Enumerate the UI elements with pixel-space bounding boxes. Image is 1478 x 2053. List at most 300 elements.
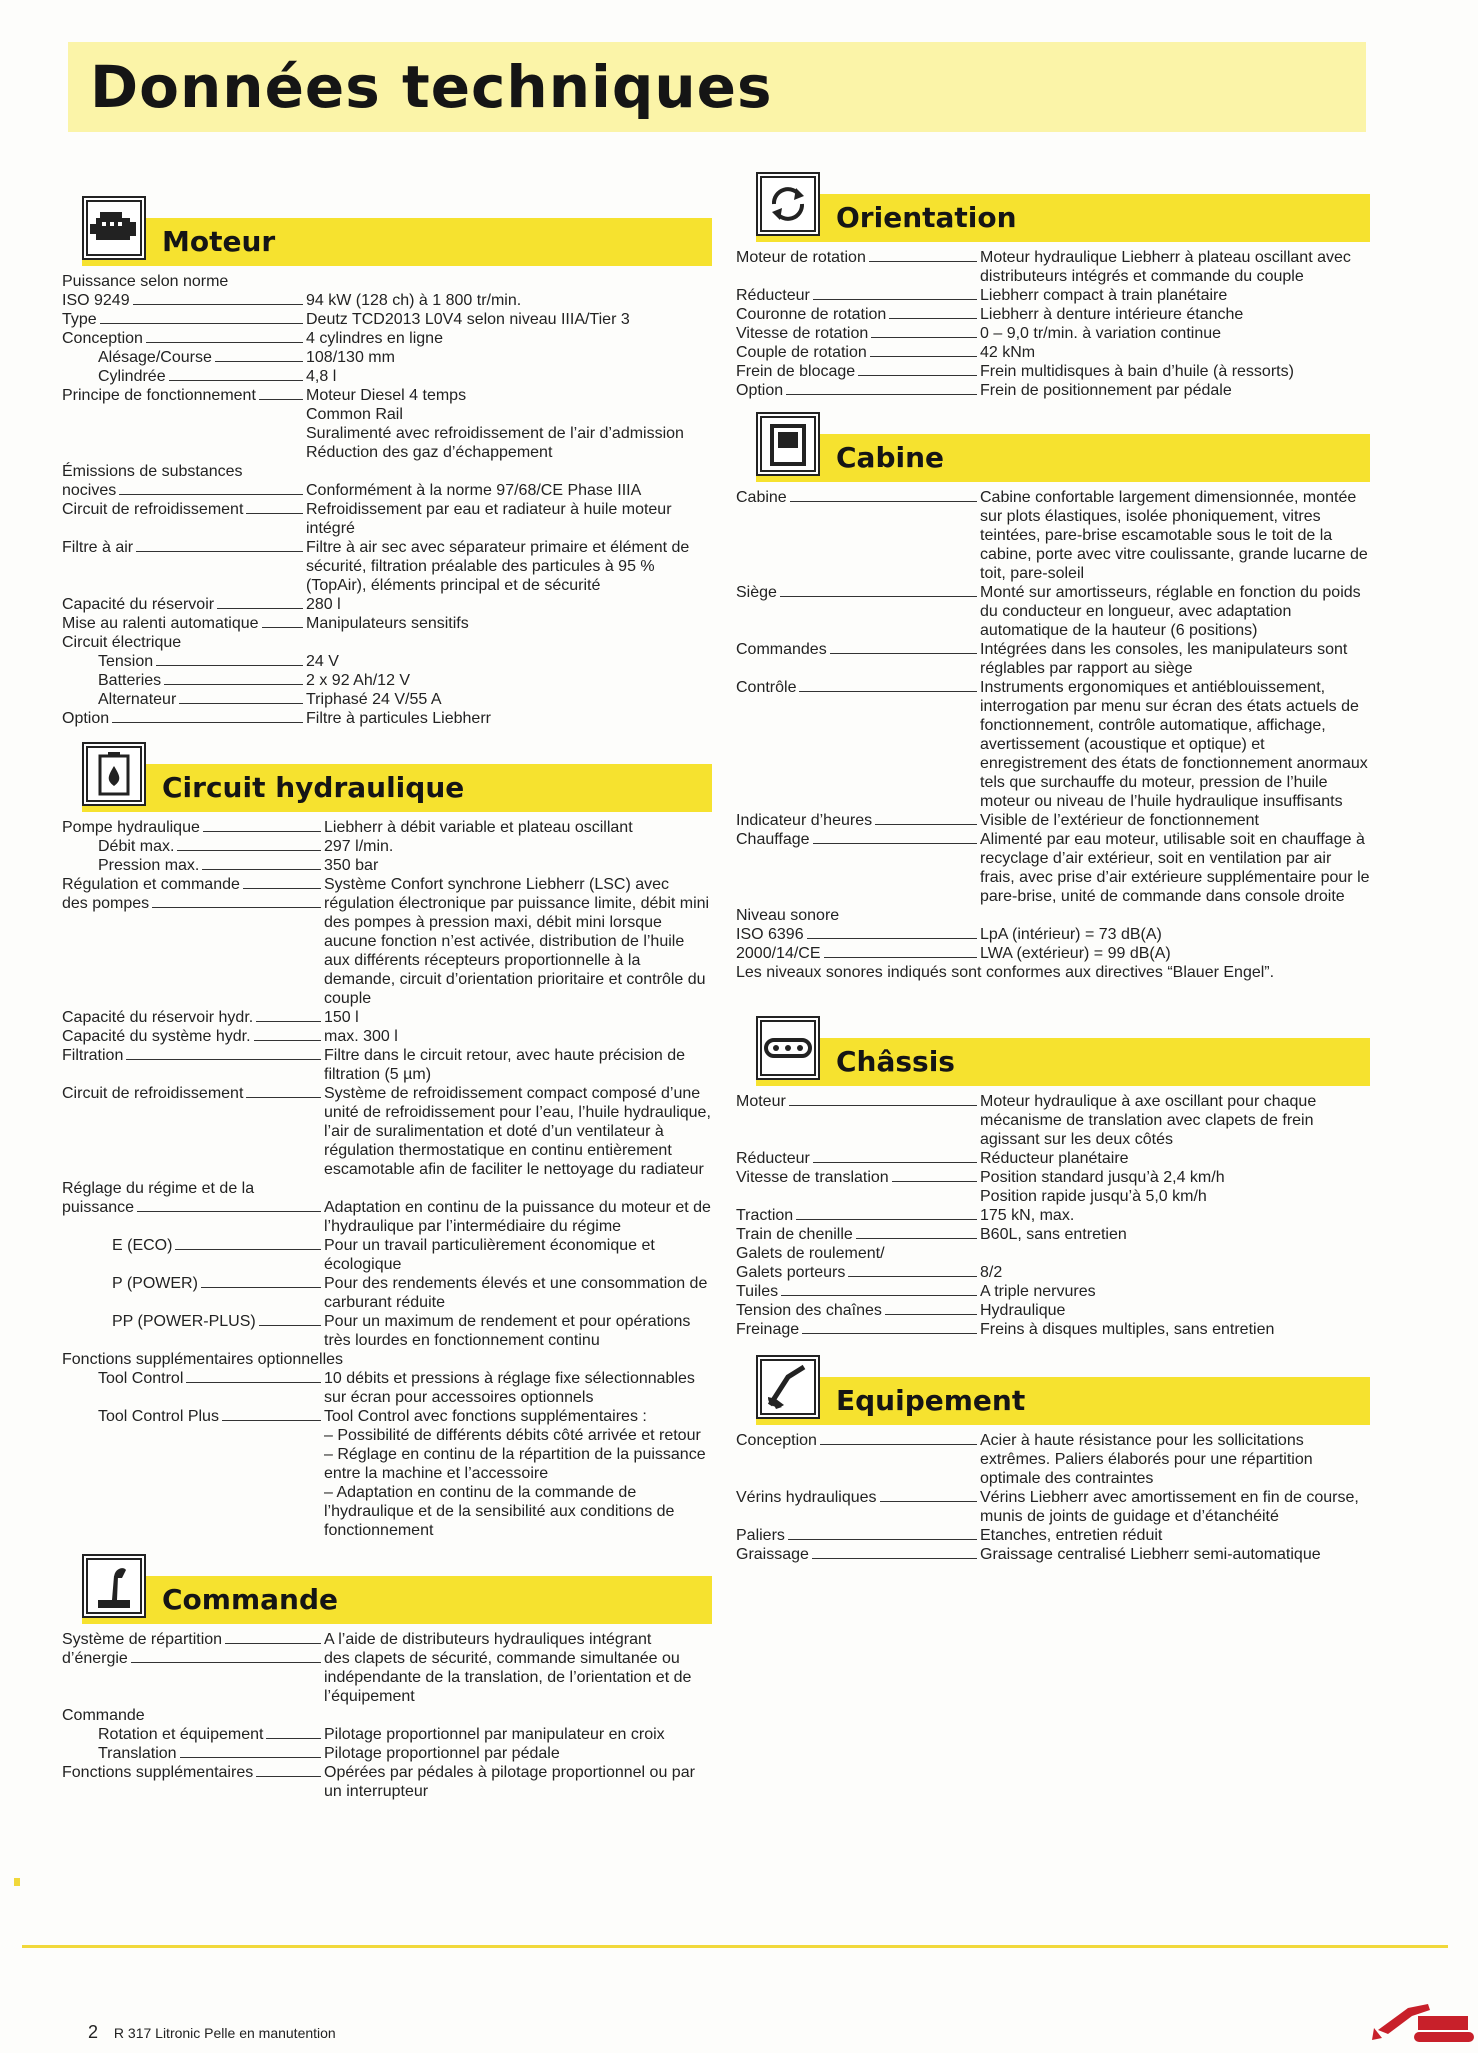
spec-row xyxy=(62,329,712,348)
track-chain-icon xyxy=(756,1016,820,1080)
spec-label xyxy=(736,944,980,963)
spec-label xyxy=(736,1244,980,1263)
spec-label-text: Freinage xyxy=(736,1321,800,1338)
spec-label-text: Principe de fonctionnement xyxy=(62,387,256,404)
leader-line xyxy=(177,849,321,851)
spec-row xyxy=(62,348,712,367)
spec-row xyxy=(736,583,1370,640)
spec-row xyxy=(736,305,1370,324)
spec-label xyxy=(62,1706,324,1725)
spec-label-text: 2000/14/CE xyxy=(736,945,821,962)
spec-value: Frein de positionnement par pédale xyxy=(980,382,1232,399)
leader-line xyxy=(796,1218,977,1220)
spec-row xyxy=(62,1179,712,1198)
section-cabine xyxy=(736,412,1370,982)
spec-value: Graissage centralisé Liebherr semi-automatique xyxy=(980,1546,1321,1563)
spec-label xyxy=(736,583,980,602)
spec-label-text: ISO 9249 xyxy=(62,292,130,309)
spec-value: max. 300 l xyxy=(324,1028,398,1045)
spec-row xyxy=(62,1198,712,1236)
spec-label xyxy=(62,291,306,310)
spec-label xyxy=(62,652,306,671)
spec-row xyxy=(62,1630,712,1649)
spec-value: B60L, sans entretien xyxy=(980,1226,1127,1243)
spec-label xyxy=(62,633,306,652)
footer-rule xyxy=(22,1945,1448,1948)
rotation-arrows-icon xyxy=(756,172,820,236)
spec-list xyxy=(62,818,712,1540)
leader-line xyxy=(225,1642,321,1644)
spec-label xyxy=(62,272,306,291)
spec-label xyxy=(62,709,306,728)
spec-value: 297 l/min. xyxy=(324,838,394,855)
spec-value: Pilotage proportionnel par pédale xyxy=(324,1745,560,1762)
section-title: Commande xyxy=(162,1583,338,1616)
right-column xyxy=(736,172,1370,1564)
spec-label-text: Train de chenille xyxy=(736,1226,853,1243)
spec-row xyxy=(62,1312,712,1350)
spec-label-text: Batteries xyxy=(98,672,162,689)
leader-line xyxy=(266,1737,321,1739)
spec-row xyxy=(736,1149,1370,1168)
leader-line xyxy=(146,341,303,343)
spec-value: A triple nervures xyxy=(980,1283,1096,1300)
spec-row xyxy=(62,1369,712,1407)
spec-value: Moteur Diesel 4 temps Common Rail Suralimenté avec refroidissement de l’air d’admission Réduction des gaz d’échappement xyxy=(306,387,684,461)
footer xyxy=(88,2022,336,2043)
section-header xyxy=(62,742,712,804)
spec-value: Liebherr compact à train planétaire xyxy=(980,287,1228,304)
spec-label-text: Tuiles xyxy=(736,1283,779,1300)
spec-label xyxy=(736,1206,980,1225)
spec-value: Refroidissement par eau et radiateur à huile moteur intégré xyxy=(306,501,672,537)
spec-label xyxy=(736,488,980,507)
spec-row xyxy=(736,1301,1370,1320)
spec-row xyxy=(62,291,712,310)
leader-line xyxy=(137,1210,321,1212)
spec-row xyxy=(736,906,1370,925)
spec-row xyxy=(62,690,712,709)
leader-line xyxy=(807,937,977,939)
spec-row xyxy=(62,500,712,538)
spec-label-text: Graissage xyxy=(736,1546,809,1563)
cab-icon xyxy=(756,412,820,476)
excavator-arm-icon xyxy=(756,1355,820,1419)
spec-label-text: Puissance selon norme xyxy=(62,273,229,290)
spec-label-text: PP (POWER-PLUS) xyxy=(112,1313,256,1330)
left-column xyxy=(62,196,712,1801)
section-commande xyxy=(62,1554,712,1801)
spec-value: Système de refroidissement compact composé d’une unité de refroidissement pour l’eau, l’huile hydraulique, l’air de suralimentation et doté d’un ventilateur à régulation thermostatique en continu entièrement escamotable afin de faciliter le nettoyage du radiateur xyxy=(324,1085,711,1178)
leader-line xyxy=(152,906,321,908)
spec-row xyxy=(62,1649,712,1706)
spec-label xyxy=(736,1320,980,1339)
spec-list xyxy=(736,1092,1370,1339)
spec-label xyxy=(62,1407,324,1426)
spec-row xyxy=(62,1763,712,1801)
spec-label xyxy=(736,1092,980,1111)
spec-value: 280 l xyxy=(306,596,341,613)
spec-value: des clapets de sécurité, commande simultanée ou indépendante de la translation, de l’orientation et de l’équipement xyxy=(324,1650,692,1705)
section-moteur xyxy=(62,196,712,728)
leader-line xyxy=(203,830,321,832)
spec-value: Opérées par pédales à pilotage proportionnel ou par un interrupteur xyxy=(324,1764,695,1800)
spec-row xyxy=(62,1350,712,1369)
spec-value: 175 kN, max. xyxy=(980,1207,1075,1224)
spec-value: LpA (intérieur) = 73 dB(A) xyxy=(980,926,1162,943)
spec-value: Deutz TCD2013 L0V4 selon niveau IIIA/Tier 3 xyxy=(306,311,630,328)
spec-row xyxy=(736,1263,1370,1282)
leader-line xyxy=(164,683,303,685)
spec-label xyxy=(62,1744,324,1763)
section-header xyxy=(736,1355,1370,1417)
spec-label xyxy=(62,481,306,500)
spec-label-text: Chauffage xyxy=(736,831,810,848)
spec-value: 350 bar xyxy=(324,857,379,874)
spec-row xyxy=(736,1320,1370,1339)
section-header xyxy=(62,1554,712,1616)
leader-line xyxy=(184,646,303,647)
spec-label-text: Émissions de substances xyxy=(62,463,243,480)
spec-label-text: Filtration xyxy=(62,1047,124,1064)
spec-label-text: Conception xyxy=(62,330,143,347)
spec-row xyxy=(62,310,712,329)
leader-line xyxy=(885,1313,977,1315)
spec-row xyxy=(736,362,1370,381)
spec-label xyxy=(62,1179,324,1198)
spec-label xyxy=(736,1263,980,1282)
spec-label-text: Traction xyxy=(736,1207,794,1224)
leader-line xyxy=(780,595,977,597)
spec-value: 150 l xyxy=(324,1009,359,1026)
spec-label xyxy=(736,1282,980,1301)
spec-label-text: P (POWER) xyxy=(112,1275,198,1292)
spec-row xyxy=(62,1274,712,1312)
spec-row xyxy=(62,1236,712,1274)
spec-label-text: Contrôle xyxy=(736,679,797,696)
page-title-banner xyxy=(68,42,1366,132)
spec-label xyxy=(736,811,980,830)
spec-label xyxy=(62,894,324,913)
spec-row xyxy=(736,925,1370,944)
leader-line xyxy=(257,1192,321,1193)
spec-list xyxy=(736,248,1370,400)
section-title: Cabine xyxy=(836,441,945,474)
leader-line xyxy=(119,493,303,495)
spec-label-text: Option xyxy=(736,382,784,399)
spec-label xyxy=(736,1149,980,1168)
spec-label xyxy=(736,1545,980,1564)
spec-row xyxy=(62,1008,712,1027)
spec-row xyxy=(736,381,1370,400)
spec-row xyxy=(62,894,712,1008)
spec-label-text: E (ECO) xyxy=(112,1237,173,1254)
spec-row xyxy=(62,538,712,595)
spec-value: 4 cylindres en ligne xyxy=(306,330,443,347)
spec-row xyxy=(62,856,712,875)
spec-label-text: Pression max. xyxy=(98,857,200,874)
spec-value: Triphasé 24 V/55 A xyxy=(306,691,442,708)
spec-value: Acier à haute résistance pour les sollicitations extrêmes. Paliers élaborés pour une répartition optimale des contraintes xyxy=(980,1432,1313,1487)
leader-line xyxy=(215,360,303,362)
spec-label-text: des pompes xyxy=(62,895,150,912)
spec-label xyxy=(62,1725,324,1744)
leader-line xyxy=(889,317,977,319)
leader-line xyxy=(256,1020,321,1022)
spec-label xyxy=(62,367,306,386)
leader-line xyxy=(148,1719,321,1720)
spec-label-text: Galets de roulement/ xyxy=(736,1245,885,1262)
spec-value: Filtre à particules Liebherr xyxy=(306,710,491,727)
spec-label xyxy=(62,1274,324,1293)
spec-value: Réducteur planétaire xyxy=(980,1150,1129,1167)
spec-label xyxy=(736,324,980,343)
spec-row xyxy=(62,875,712,894)
spec-label-text: Siège xyxy=(736,584,777,601)
spec-value: Filtre à air sec avec séparateur primaire et élément de sécurité, filtration préalable des particules à 95 % (TopAir), éléments principal et de sécurité xyxy=(306,539,690,594)
spec-row xyxy=(736,1168,1370,1206)
spec-row xyxy=(736,1488,1370,1526)
spec-row xyxy=(736,811,1370,830)
section-header xyxy=(736,1016,1370,1078)
spec-label-text: d’énergie xyxy=(62,1650,128,1667)
spec-label-text: Réducteur xyxy=(736,287,810,304)
spec-label xyxy=(62,671,306,690)
spec-label-text: Tension xyxy=(98,653,154,670)
spec-label xyxy=(62,329,306,348)
spec-row xyxy=(62,671,712,690)
spec-row xyxy=(736,1545,1370,1564)
spec-row xyxy=(62,595,712,614)
edge-mark xyxy=(14,1878,20,1886)
spec-label xyxy=(736,906,980,925)
leader-line xyxy=(830,652,977,654)
spec-label xyxy=(62,1046,324,1065)
spec-row xyxy=(736,324,1370,343)
spec-label-text: Translation xyxy=(98,1745,177,1762)
spec-list xyxy=(736,488,1370,963)
spec-label-text: Moteur de rotation xyxy=(736,249,866,266)
spec-label xyxy=(62,348,306,367)
spec-label xyxy=(62,310,306,329)
spec-value: A l’aide de distributeurs hydrauliques intégrant xyxy=(324,1631,652,1648)
spec-row xyxy=(62,818,712,837)
spec-value: Freins à disques multiples, sans entretien xyxy=(980,1321,1275,1338)
spec-row xyxy=(62,614,712,633)
leader-line xyxy=(136,550,303,552)
page-number: 2 xyxy=(88,2022,99,2042)
spec-label xyxy=(62,1027,324,1046)
leader-line xyxy=(231,285,303,286)
spec-label xyxy=(736,1431,980,1450)
spec-label xyxy=(736,1301,980,1320)
spec-row xyxy=(62,837,712,856)
spec-value: Position standard jusqu’à 2,4 km/h Position rapide jusqu’à 5,0 km/h xyxy=(980,1169,1225,1205)
spec-row xyxy=(736,640,1370,678)
spec-label xyxy=(736,925,980,944)
spec-label xyxy=(62,1369,324,1388)
leader-line xyxy=(820,1443,977,1445)
leader-line xyxy=(858,374,977,376)
spec-row xyxy=(736,286,1370,305)
spec-value: 2 x 92 Ah/12 V xyxy=(306,672,411,689)
section-title: Equipement xyxy=(836,1384,1026,1417)
spec-label-text: Indicateur d’heures xyxy=(736,812,873,829)
spec-row xyxy=(736,944,1370,963)
spec-label xyxy=(62,1084,324,1103)
spec-label-text: Circuit de refroidissement xyxy=(62,501,244,518)
spec-row xyxy=(736,1526,1370,1545)
spec-row xyxy=(62,709,712,728)
section-chassis xyxy=(736,1016,1370,1339)
leader-line xyxy=(813,298,977,300)
spec-row xyxy=(736,1225,1370,1244)
spec-label xyxy=(62,614,306,633)
spec-value: Visible de l’extérieur de fonctionnement xyxy=(980,812,1259,829)
spec-label-text: Conception xyxy=(736,1432,817,1449)
spec-value: Frein multidisques à bain d’huile (à ressorts) xyxy=(980,363,1294,380)
spec-label xyxy=(62,690,306,709)
leader-line xyxy=(875,823,977,825)
spec-label-text: Vitesse de rotation xyxy=(736,325,869,342)
spec-label-text: nocives xyxy=(62,482,117,499)
spec-label xyxy=(736,1225,980,1244)
leader-line xyxy=(802,1332,977,1334)
spec-label-text: Paliers xyxy=(736,1527,785,1544)
leader-line xyxy=(812,1557,977,1559)
spec-label xyxy=(736,1168,980,1187)
joystick-icon xyxy=(82,1554,146,1618)
spec-label-text: Couple de rotation xyxy=(736,344,867,361)
spec-label xyxy=(62,595,306,614)
spec-value: Instruments ergonomiques et antiéblouissement, interrogation par menu sur écran des états actuels de fonctionnement, contrôle automatique, affichage, avertissement (acoustique et optique) et enregistrement des états de fonctionnement anormaux tels que surchauffe du moteur, pression de l’huile moteur ou niveau de l’huile hydraulique insuffisants xyxy=(980,679,1368,810)
spec-row xyxy=(736,343,1370,362)
spec-label xyxy=(736,640,980,659)
spec-label xyxy=(62,1198,324,1217)
spec-label xyxy=(736,381,980,400)
excavator-logo-icon xyxy=(1368,1990,1478,2048)
leader-line xyxy=(789,1104,977,1106)
leader-line xyxy=(201,1286,321,1288)
spec-label-text: Tension des chaînes xyxy=(736,1302,882,1319)
spec-label-text: Cylindrée xyxy=(98,368,166,385)
leader-line xyxy=(799,690,977,692)
spec-row xyxy=(62,272,712,291)
spec-value: Pilotage proportionnel par manipulateur en croix xyxy=(324,1726,665,1743)
spec-list xyxy=(62,1630,712,1801)
leader-line xyxy=(186,1381,321,1383)
leader-line xyxy=(842,919,977,920)
spec-value: Alimenté par eau moteur, utilisable soit en chauffage à recyclage d’air extérieur, soit en ventilation par air frais, avec prise d’air extérieure supplémentaire pour le pare-brise, unité de commande dans console droite xyxy=(980,831,1370,905)
spec-label xyxy=(62,875,324,894)
spec-label-text: Réglage du régime et de la xyxy=(62,1180,255,1197)
leader-line xyxy=(813,1161,977,1163)
spec-label xyxy=(62,1312,324,1331)
spec-value: Moteur hydraulique Liebherr à plateau oscillant avec distributeurs intégrés et commande du couple xyxy=(980,249,1351,285)
leader-line xyxy=(256,1775,321,1777)
spec-row xyxy=(62,1744,712,1763)
spec-row xyxy=(62,481,712,500)
spec-value: Etanches, entretien réduit xyxy=(980,1527,1163,1544)
spec-label xyxy=(62,462,306,481)
footer-text: R 317 Litronic Pelle en manutention xyxy=(113,2025,336,2041)
spec-label xyxy=(62,1008,324,1027)
leader-line xyxy=(888,1257,977,1258)
spec-label-text: Système de répartition xyxy=(62,1631,223,1648)
spec-row xyxy=(62,367,712,386)
section-title: Orientation xyxy=(836,201,1017,234)
spec-label-text: Galets porteurs xyxy=(736,1264,846,1281)
leader-line xyxy=(175,1248,321,1250)
spec-label-text: Couronne de rotation xyxy=(736,306,887,323)
spec-label xyxy=(736,248,980,267)
leader-line xyxy=(180,1756,321,1758)
spec-label-text: Option xyxy=(62,710,110,727)
spec-label-text: Pompe hydraulique xyxy=(62,819,200,836)
spec-list xyxy=(62,272,712,728)
spec-value: LWA (extérieur) = 99 dB(A) xyxy=(980,945,1171,962)
spec-value: Système Confort synchrone Liebherr (LSC) avec xyxy=(324,876,670,893)
spec-row xyxy=(736,830,1370,906)
spec-label-text: Vitesse de translation xyxy=(736,1169,889,1186)
spec-label-text: Capacité du réservoir hydr. xyxy=(62,1009,254,1026)
spec-label xyxy=(62,837,324,856)
spec-label-text: Commande xyxy=(62,1707,145,1724)
spec-label xyxy=(736,305,980,324)
section-hydraulique xyxy=(62,742,712,1540)
section-header xyxy=(736,172,1370,234)
spec-label-text: Alésage/Course xyxy=(98,349,212,366)
leader-line xyxy=(813,842,977,844)
spec-value: 108/130 mm xyxy=(306,349,395,366)
leader-line xyxy=(870,355,977,357)
leader-line xyxy=(202,868,321,870)
spec-row xyxy=(736,1431,1370,1488)
spec-label xyxy=(736,362,980,381)
leader-line xyxy=(246,512,303,514)
spec-label xyxy=(736,343,980,362)
leader-line xyxy=(848,1275,977,1277)
leader-line xyxy=(179,702,303,704)
spec-row xyxy=(62,1027,712,1046)
section-orientation xyxy=(736,172,1370,400)
spec-value: Pour un travail particulièrement économique et écologique xyxy=(324,1237,655,1273)
spec-value: 42 kNm xyxy=(980,344,1036,361)
leader-line xyxy=(259,398,303,400)
spec-row xyxy=(736,1244,1370,1263)
spec-value: Intégrées dans les consoles, les manipulateurs sont réglables par rapport au siège xyxy=(980,641,1348,677)
leader-line xyxy=(790,500,977,502)
spec-label-text: Fonctions supplémentaires optionnelles xyxy=(62,1351,344,1368)
spec-value: Conformément à la norme 97/68/CE Phase IIIA xyxy=(306,482,642,499)
spec-label xyxy=(736,1488,980,1507)
leader-line xyxy=(856,1237,977,1239)
leader-line xyxy=(259,1324,321,1326)
spec-label-text: Niveau sonore xyxy=(736,907,840,924)
spec-label-text: puissance xyxy=(62,1199,135,1216)
spec-value: Vérins Liebherr avec amortissement en fin de course, munis de joints de guidage et d’étanchéité xyxy=(980,1489,1359,1525)
section-title: Châssis xyxy=(836,1045,955,1078)
spec-label-text: Débit max. xyxy=(98,838,175,855)
spec-row xyxy=(62,652,712,671)
spec-value: 0 – 9,0 tr/min. à variation continue xyxy=(980,325,1222,342)
spec-row xyxy=(62,1706,712,1725)
spec-value: Liebherr à débit variable et plateau oscillant xyxy=(324,819,633,836)
spec-label-text: Moteur xyxy=(736,1093,786,1110)
leader-line xyxy=(824,956,977,958)
spec-label-text: Régulation et commande xyxy=(62,876,240,893)
leader-line xyxy=(786,393,977,395)
